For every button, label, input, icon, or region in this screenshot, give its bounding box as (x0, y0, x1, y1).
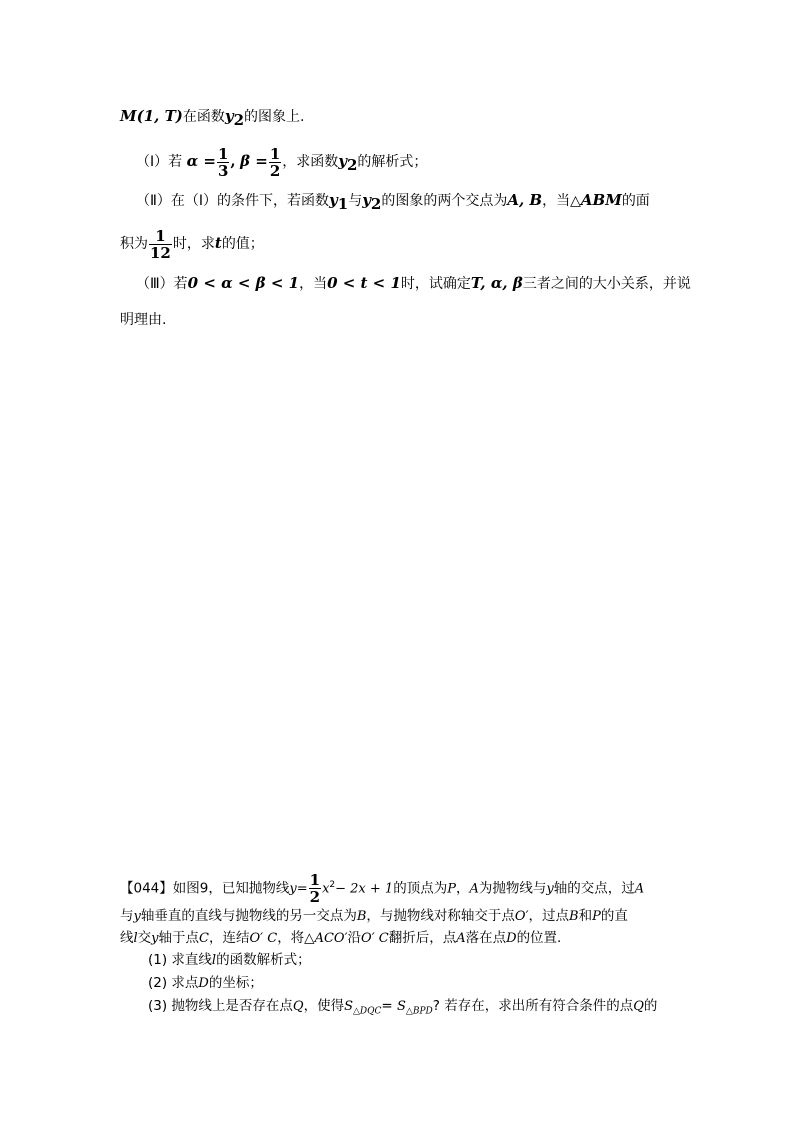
q2-label: （Ⅱ）在（Ⅰ）的条件下，若函数 (136, 193, 330, 209)
q3-label: （Ⅲ）若 (136, 276, 188, 292)
point-P: P (447, 881, 456, 897)
area-S: S (397, 999, 406, 1014)
text: ，将△ (277, 930, 315, 946)
item-number: (2) (148, 975, 168, 991)
numerator: 1 (149, 228, 172, 245)
point-A: A (469, 881, 479, 897)
text: ，当△ (542, 193, 581, 209)
numerator: 1 (217, 144, 229, 163)
point-Q: Q (292, 999, 304, 1014)
text: 抛物线上是否存在点 (171, 998, 293, 1014)
var-y: y (133, 909, 141, 924)
fraction-half (309, 872, 321, 905)
text: 轴于点 (158, 930, 200, 946)
denominator: 12 (150, 243, 171, 262)
numerator: 1 (269, 144, 281, 163)
y-eq: y= (289, 881, 308, 897)
text: 翻折后，点 (388, 930, 457, 946)
subscript: △BPD (405, 1006, 433, 1017)
inequality-alpha-beta: 0 < α < β < 1 (187, 274, 300, 292)
fraction-alpha (217, 146, 229, 179)
denominator: 2 (309, 888, 321, 906)
problem-tag: 【044】 (120, 880, 173, 897)
text: 的顶点为 (393, 880, 448, 897)
text: 的 (643, 998, 658, 1014)
var-y: y (151, 931, 159, 946)
text: 的函数解析式； (216, 952, 311, 968)
text: 在函数 (182, 109, 225, 125)
text: 的坐标； (208, 975, 263, 991)
text: ，使得 (303, 998, 345, 1014)
equals: = (381, 998, 393, 1014)
separator: , (230, 152, 236, 170)
question-3-line-1 (136, 273, 691, 294)
text: 轴的交点，过 (553, 880, 635, 897)
text: 求直线 (171, 952, 212, 968)
item-number: (3) (148, 998, 168, 1014)
text: 如图9，已知抛物线 (172, 880, 290, 897)
segment-OC: O′ C (361, 931, 389, 946)
point-D: D (198, 976, 209, 991)
point-A: A (456, 931, 466, 946)
x: x (322, 881, 330, 897)
denominator: 3 (217, 161, 229, 180)
subscript: 2 (233, 110, 244, 129)
sub-question-2 (148, 973, 263, 994)
text: 为抛物线与 (478, 880, 547, 897)
question-3-line-2 (120, 310, 166, 330)
fraction-area (149, 228, 172, 261)
text: 积为 (120, 236, 148, 252)
text: 落在点 (465, 930, 507, 946)
point-Q: Q (633, 999, 644, 1014)
point-P: P (592, 909, 601, 924)
text: ，当 (299, 276, 328, 292)
problem-044-line-1 (120, 868, 644, 907)
subscript: 2 (346, 155, 358, 174)
text: 交 (137, 930, 152, 946)
func-y2: y (224, 107, 234, 125)
question-2-line-2 (120, 226, 264, 261)
beta-eq: β = (240, 152, 268, 170)
point-D: D (506, 931, 517, 946)
text: 与 (120, 908, 134, 924)
text: ，过点 (528, 908, 570, 924)
intro-line (120, 106, 304, 130)
point-B: B (569, 909, 579, 924)
text: 沿 (347, 930, 362, 946)
points-AB: A, B (507, 191, 543, 209)
segment-OC: O′ C (249, 931, 278, 946)
denominator: 2 (269, 161, 281, 180)
point-C: C (199, 931, 209, 946)
subscript: △DQC (353, 1006, 382, 1017)
text: 时，求 (172, 236, 215, 252)
q1-label: （Ⅰ）若 (136, 154, 183, 170)
inequality-t: 0 < t < 1 (327, 274, 401, 292)
sub-question-1 (148, 950, 311, 971)
area-S: S (344, 999, 353, 1014)
text: 时，试确定 (400, 276, 471, 292)
point-A: A (634, 881, 645, 897)
sub-question-3 (148, 996, 657, 1022)
text: ? 若存在，求出所有符合条件的点 (432, 998, 634, 1014)
item-number: (1) (148, 952, 168, 968)
text: 的解析式； (357, 154, 428, 170)
text: 线 (120, 930, 134, 946)
subscript: 1 (337, 194, 349, 213)
point-M: M(1, T) (120, 107, 183, 125)
text: 三者之间的大小关系，并说 (522, 276, 691, 292)
text: 的面 (621, 193, 650, 209)
text: 轴垂直的直线与抛物线的另一交点为 (140, 908, 357, 924)
text: ，与抛物线对称轴交于点 (366, 908, 515, 924)
fraction-beta (269, 146, 281, 179)
question-2-line-1 (136, 190, 650, 214)
func-y1: y (329, 191, 338, 209)
func-y2: y (362, 191, 371, 209)
text: 的直 (600, 908, 628, 924)
alpha-eq: α = (186, 152, 216, 170)
problem-044-line-3 (120, 928, 561, 949)
text: 明理由. (120, 312, 167, 328)
text: 的图象的两个交点为 (381, 193, 508, 209)
line-l: l (133, 931, 138, 946)
vars-T-alpha-beta: T, α, β (470, 274, 523, 292)
var-y: y (546, 881, 554, 897)
text: ， (455, 880, 470, 897)
subscript: 2 (370, 194, 382, 213)
func-y2: y (338, 152, 347, 170)
text: 的图象上. (244, 109, 305, 125)
text: 的值； (221, 236, 264, 252)
line-l: l (211, 953, 217, 968)
text: ，连结 (208, 930, 250, 946)
problem-044-line-2 (120, 906, 628, 927)
text: 和 (578, 908, 593, 924)
triangle-ABM: ABM (580, 191, 622, 209)
question-1 (136, 144, 427, 182)
point-O-prime: O′ (514, 909, 529, 924)
var-t: t (214, 234, 222, 252)
superscript: 2 (329, 880, 336, 890)
point-B: B (356, 909, 367, 924)
text: 的位置. (516, 930, 562, 946)
text: 与 (348, 193, 363, 209)
triangle-ACO: ACO′ (314, 931, 348, 946)
expression-rest: − 2x + 1 (335, 881, 394, 897)
text: ，求函数 (282, 154, 339, 170)
text: 求点 (171, 975, 199, 991)
numerator: 1 (309, 871, 321, 889)
